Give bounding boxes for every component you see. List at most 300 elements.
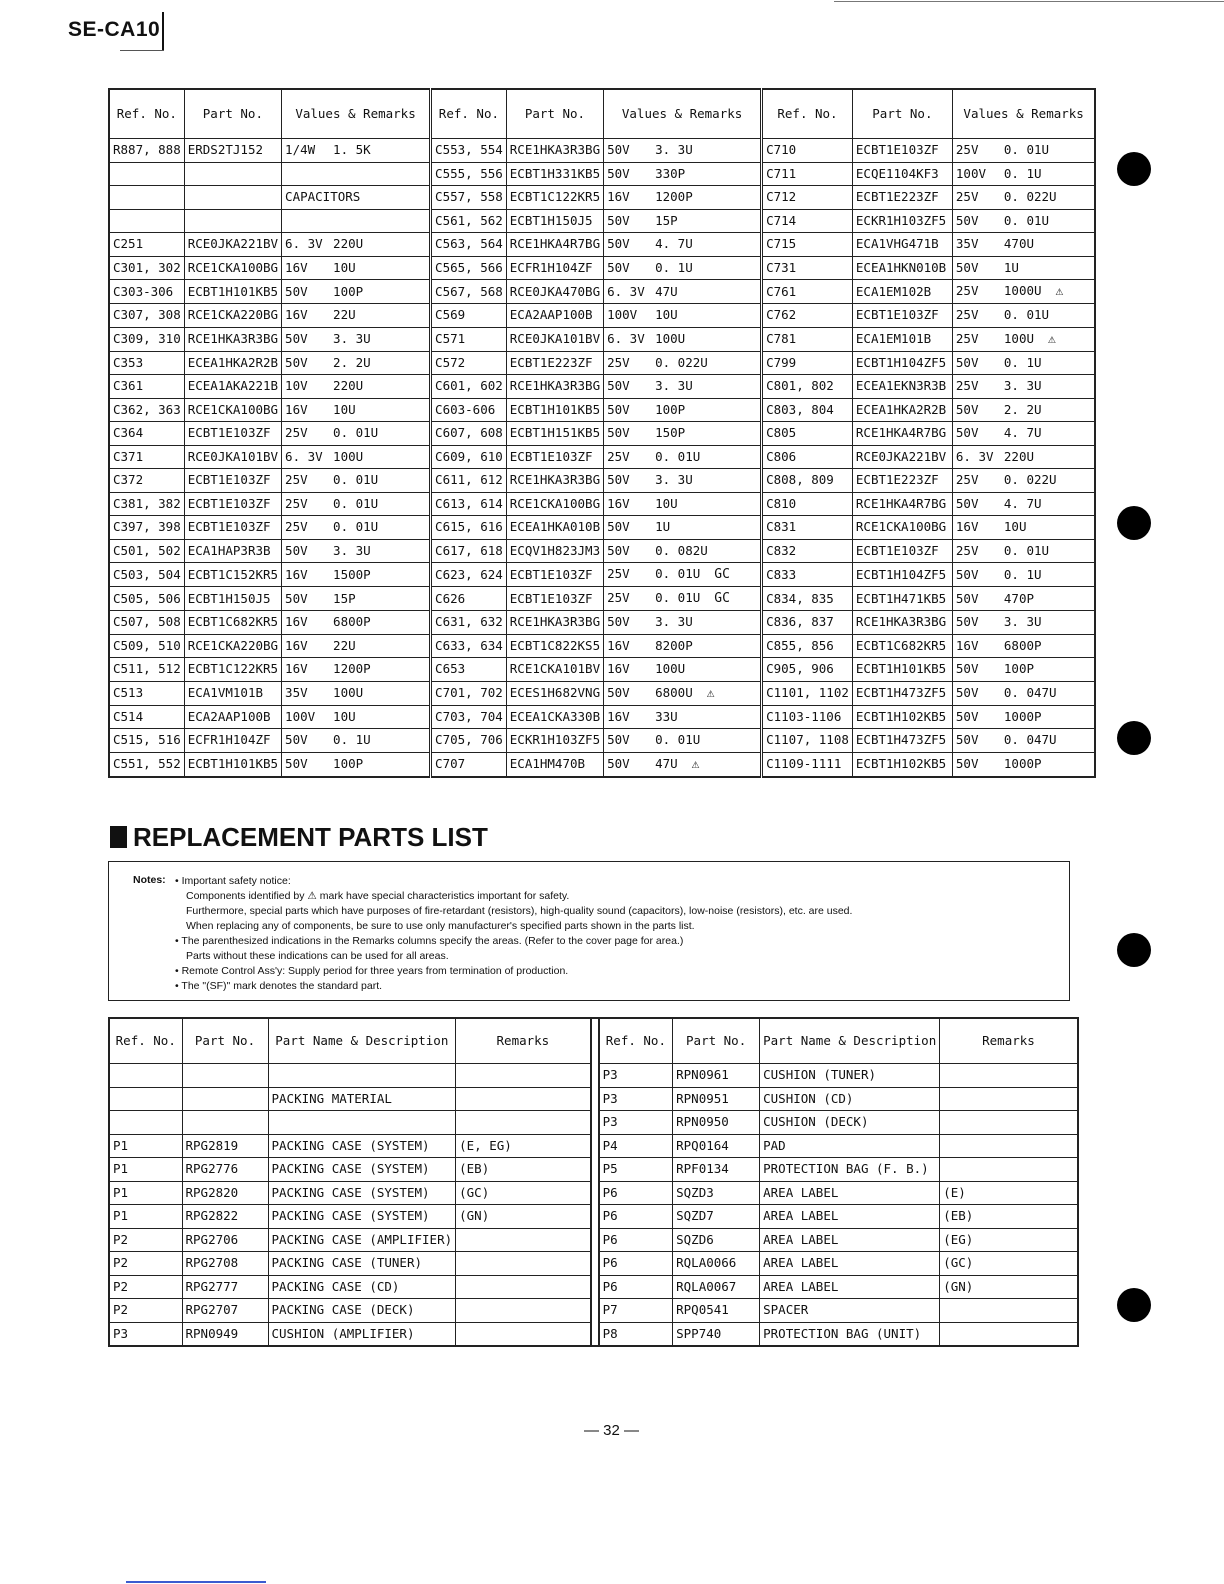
remarks-cell — [456, 1252, 591, 1276]
column-header: Part No. — [184, 89, 281, 139]
ref-no-cell: C551, 552 — [109, 752, 184, 777]
capacitance-value: 100U — [1003, 330, 1034, 346]
ref-no-cell: C601, 602 — [431, 375, 507, 399]
table-row — [109, 162, 1095, 186]
ref-no-cell: C309, 310 — [109, 327, 184, 351]
part-no-cell: ECBT1H104ZF5 — [852, 351, 952, 375]
remarks-cell: (GC) — [456, 1181, 591, 1205]
table-row — [109, 611, 1095, 635]
voltage-value: 25V — [607, 566, 630, 581]
capacitance-value: 0. 022U — [1003, 472, 1057, 488]
ref-no-cell: C801, 802 — [762, 375, 853, 399]
part-no-cell: ECBT1H101KB5 — [184, 752, 281, 777]
part-no-cell: RPG2777 — [182, 1275, 268, 1299]
part-no-cell: ECEA1AKA221B — [184, 375, 281, 399]
description-cell: AREA LABEL — [760, 1205, 940, 1229]
voltage-value: 16V — [285, 614, 308, 630]
voltage-value: 16V — [285, 401, 308, 417]
ref-no-cell: C353 — [109, 351, 184, 375]
voltage-value: 25V — [955, 189, 979, 205]
part-no-cell: ECQV1H823JM3 — [506, 539, 603, 563]
capacitance-value: 15P — [655, 212, 678, 228]
capacitance-value: 100U — [655, 661, 686, 677]
capacitance-value: 470U — [1003, 236, 1034, 252]
voltage-value: 50V — [607, 755, 630, 771]
table-row — [109, 634, 1095, 658]
table-gap — [591, 1158, 599, 1182]
voltage-value: 50V — [955, 614, 979, 630]
voltage-value: 50V — [955, 685, 979, 700]
safety-warning-icon: ⚠ — [706, 685, 715, 701]
voltage-value: 50V — [285, 590, 308, 606]
section-title-text: REPLACEMENT PARTS LIST — [133, 822, 488, 852]
part-no-cell: ECEA1HKA2R2B — [184, 351, 281, 375]
table-row — [109, 304, 1095, 328]
table-row — [109, 375, 1095, 399]
values-cell — [952, 162, 1095, 186]
table-row — [109, 705, 1095, 729]
values-cell — [282, 539, 431, 563]
capacitance-value: 1200P — [333, 661, 371, 677]
ref-no-cell — [109, 1064, 182, 1088]
description-cell: AREA LABEL — [760, 1275, 940, 1299]
voltage-value: 50V — [955, 708, 979, 724]
table-row — [109, 1111, 1078, 1135]
values-cell — [604, 587, 762, 611]
ref-no-cell: C832 — [762, 539, 853, 563]
ref-no-cell: C555, 556 — [431, 162, 507, 186]
description-cell: PACKING MATERIAL — [268, 1087, 456, 1111]
capacitance-value: 4. 7U — [1003, 425, 1042, 441]
values-cell — [604, 162, 762, 186]
part-no-cell: ECFR1H104ZF — [184, 729, 281, 753]
capacitance-value: 0. 01U — [1003, 142, 1050, 158]
ref-no-cell: C731 — [762, 256, 853, 280]
capacitance-value: 3. 3U — [655, 614, 693, 630]
values-cell — [282, 634, 431, 658]
capacitance-value: 0. 01U — [333, 495, 379, 511]
model-title: SE-CA10 — [68, 18, 161, 41]
ref-no-cell: C703, 704 — [431, 705, 507, 729]
part-no-cell: ECBT1C682KR5 — [852, 634, 952, 658]
values-cell — [604, 492, 762, 516]
capacitance-value: 33U — [655, 708, 678, 724]
ref-no-cell: C710 — [762, 139, 853, 163]
capacitance-value: 1500P — [333, 566, 371, 582]
ref-no-cell: C762 — [762, 304, 853, 328]
table-row — [109, 1134, 1078, 1158]
values-cell — [282, 351, 431, 375]
part-no-cell: RPN0949 — [182, 1322, 268, 1346]
ref-no-cell: C633, 634 — [431, 634, 507, 658]
remarks-cell: (EG) — [940, 1228, 1078, 1252]
values-cell — [282, 162, 431, 186]
values-cell — [282, 304, 431, 328]
capacitance-value: 4. 7U — [655, 236, 693, 252]
ref-no-cell: C806 — [762, 445, 853, 469]
ref-no-cell: C613, 614 — [431, 492, 507, 516]
header-divider — [162, 12, 164, 50]
voltage-value: 6. 3V — [955, 448, 994, 464]
ref-no-cell: P2 — [109, 1299, 182, 1323]
part-no-cell: RCE1CKA100BG — [184, 398, 281, 422]
description-cell — [268, 1111, 456, 1135]
remarks-cell: (E, EG) — [456, 1134, 591, 1158]
voltage-value: 50V — [955, 661, 979, 677]
capacitance-value: 1U — [655, 519, 671, 535]
ref-no-cell: P6 — [599, 1181, 673, 1205]
part-no-cell: RPG2819 — [182, 1134, 268, 1158]
ref-no-cell: R887, 888 — [109, 139, 184, 163]
table-gap — [591, 1205, 599, 1229]
values-cell — [952, 681, 1095, 705]
part-no-cell: RCE1HKA4R7BG — [852, 492, 952, 516]
part-no-cell: ECES1H682VNG — [506, 681, 603, 705]
column-header: Part Name & Description — [760, 1018, 940, 1064]
part-no-cell: RCE1HKA3R3BG — [506, 139, 603, 163]
description-cell: CUSHION (AMPLIFIER) — [268, 1322, 456, 1346]
capacitance-value: 2. 2U — [333, 354, 371, 370]
ref-no-cell — [109, 186, 184, 210]
part-no-cell: ECBT1H101KB5 — [506, 398, 603, 422]
capacitance-value: 0. 1U — [1003, 566, 1042, 582]
table-row — [109, 729, 1095, 753]
values-cell — [604, 705, 762, 729]
table-row — [109, 445, 1095, 469]
voltage-value: 25V — [607, 590, 630, 605]
voltage-value: 50V — [955, 425, 979, 441]
voltage-value: 50V — [607, 165, 630, 181]
part-no-cell: ECBT1H473ZF5 — [852, 729, 952, 753]
notes-label: Notes: — [133, 874, 166, 886]
values-cell — [604, 351, 762, 375]
column-header: Remarks — [456, 1018, 591, 1064]
voltage-value: 50V — [285, 354, 308, 370]
voltage-value: 50V — [607, 472, 630, 488]
ref-no-cell: C507, 508 — [109, 611, 184, 635]
part-no-cell: RPF0134 — [673, 1158, 760, 1182]
capacitance-value: 0. 01U — [333, 472, 379, 488]
capacitance-value: 1000P — [1003, 708, 1042, 724]
ref-no-cell: C509, 510 — [109, 634, 184, 658]
capacitance-value: 0. 047U — [1003, 732, 1057, 748]
ref-no-cell: C505, 506 — [109, 587, 184, 611]
ref-no-cell: C364 — [109, 422, 184, 446]
part-no-cell: ECBT1E103ZF — [184, 492, 281, 516]
part-no-cell: RCE1HKA4R7BG — [852, 422, 952, 446]
description-cell — [268, 1064, 456, 1088]
capacitance-value: 0. 01U — [1003, 307, 1050, 323]
capacitance-value: 10U — [655, 307, 678, 323]
capacitance-value: 100P — [1003, 661, 1034, 677]
ref-no-cell: C617, 618 — [431, 539, 507, 563]
part-no-cell: RCE1CKA220BG — [184, 634, 281, 658]
ref-no-cell: C653 — [431, 658, 507, 682]
voltage-value: 16V — [955, 519, 979, 535]
table-row — [109, 1181, 1078, 1205]
remarks-cell — [940, 1158, 1078, 1182]
note-line: • The "(SF)" mark denotes the standard part. — [175, 980, 383, 992]
ref-no-cell: C808, 809 — [762, 469, 853, 493]
values-cell — [282, 752, 431, 777]
part-no-cell: ECKR1H103ZF5 — [506, 729, 603, 753]
table-gap — [591, 1181, 599, 1205]
table-row — [109, 209, 1095, 233]
voltage-value: 16V — [285, 307, 308, 323]
capacitance-value: 220U — [333, 378, 364, 394]
values-cell — [604, 375, 762, 399]
values-cell — [952, 492, 1095, 516]
voltage-value: 35V — [285, 685, 308, 700]
part-no-cell: ECBT1E103ZF — [852, 139, 952, 163]
voltage-value: 50V — [285, 331, 308, 346]
voltage-value: 50V — [955, 259, 979, 275]
values-cell — [604, 422, 762, 446]
ref-no-cell: P5 — [599, 1158, 673, 1182]
part-no-cell: ECA1EM102B — [852, 280, 952, 304]
values-cell — [952, 658, 1095, 682]
table-gap — [591, 1018, 599, 1064]
ref-no-cell: C515, 516 — [109, 729, 184, 753]
header-underline — [120, 50, 164, 51]
part-no-cell: RCE1CKA100BG — [184, 256, 281, 280]
voltage-value: 25V — [285, 495, 308, 511]
part-no-cell: ECBT1E103ZF — [506, 445, 603, 469]
voltage-value: 25V — [285, 425, 308, 441]
voltage-value: 50V — [955, 354, 979, 370]
part-no-cell: ECBT1H102KB5 — [852, 705, 952, 729]
values-cell — [952, 422, 1095, 446]
remarks-cell: (E) — [940, 1181, 1078, 1205]
ref-no-cell: C561, 562 — [431, 209, 507, 233]
table-row — [109, 233, 1095, 257]
capacitance-value: 3. 3U — [1003, 614, 1042, 630]
values-cell — [604, 729, 762, 753]
capacitance-value: 0. 022U — [655, 354, 708, 370]
remarks-cell: (GC) — [940, 1252, 1078, 1276]
values-cell — [282, 327, 431, 351]
capacitance-value: 0. 01U — [655, 590, 701, 605]
voltage-value: 50V — [607, 732, 630, 748]
values-cell — [952, 587, 1095, 611]
part-no-cell: RCE1HKA4R7BG — [506, 233, 603, 257]
top-rule — [834, 1, 1224, 2]
remarks-cell: (EB) — [940, 1205, 1078, 1229]
ref-no-cell: C1103-1106 — [762, 705, 853, 729]
ref-no-cell: C631, 632 — [431, 611, 507, 635]
values-cell — [282, 563, 431, 587]
part-no-cell: ECEA1HKA2R2B — [852, 398, 952, 422]
part-no-cell: RCE1CKA100BG — [852, 516, 952, 540]
voltage-value: 16V — [955, 637, 979, 653]
part-no-cell: ERDS2TJ152 — [184, 139, 281, 163]
ref-no-cell: C701, 702 — [431, 681, 507, 705]
voltage-value: 50V — [607, 378, 630, 394]
part-no-cell: ECBT1E103ZF — [184, 516, 281, 540]
part-no-cell: SQZD7 — [673, 1205, 760, 1229]
column-header: Ref. No. — [762, 89, 853, 139]
table-gap — [591, 1064, 599, 1088]
voltage-value: 16V — [285, 566, 308, 582]
remarks-cell — [456, 1064, 591, 1088]
ref-no-cell: C603-606 — [431, 398, 507, 422]
values-cell — [604, 256, 762, 280]
part-no-cell: ECEA1HKA010B — [506, 516, 603, 540]
part-no-cell: RPG2820 — [182, 1181, 268, 1205]
part-no-cell: ECBT1H151KB5 — [506, 422, 603, 446]
ref-no-cell: C615, 616 — [431, 516, 507, 540]
table-row — [109, 1275, 1078, 1299]
voltage-value: 6. 3V — [607, 283, 645, 299]
column-header: Values & Remarks — [282, 89, 431, 139]
part-no-cell: RCE1CKA100BG — [506, 492, 603, 516]
description-cell: CUSHION (DECK) — [760, 1111, 940, 1135]
capacitance-value: 0. 01U — [1003, 542, 1050, 558]
part-no-cell: ECBT1C682KR5 — [184, 611, 281, 635]
ref-no-cell: P6 — [599, 1252, 673, 1276]
capacitance-value: 15P — [333, 590, 356, 606]
values-cell — [952, 634, 1095, 658]
values-cell — [952, 469, 1095, 493]
page-number: — 32 — — [584, 1422, 640, 1439]
ref-no-cell: C572 — [431, 351, 507, 375]
values-cell — [952, 705, 1095, 729]
part-no-cell: RPN0951 — [673, 1087, 760, 1111]
values-cell — [604, 563, 762, 587]
values-cell — [282, 729, 431, 753]
table-row — [109, 587, 1095, 611]
part-no-cell: ECEA1HKN010B — [852, 256, 952, 280]
part-no-cell: ECBT1E103ZF — [506, 587, 603, 611]
values-cell — [604, 658, 762, 682]
voltage-value: 25V — [955, 472, 979, 488]
capacitance-value: 100U — [655, 331, 686, 346]
capacitance-value: 10U — [333, 708, 356, 724]
voltage-value: 50V — [607, 519, 630, 535]
part-no-cell — [182, 1064, 268, 1088]
table-row — [109, 1322, 1078, 1346]
ref-no-cell: C836, 837 — [762, 611, 853, 635]
notes-box — [108, 861, 1070, 1001]
part-no-cell — [182, 1111, 268, 1135]
table-row — [109, 539, 1095, 563]
capacitance-value: 47U — [655, 283, 678, 299]
capacitor-parts-table — [108, 88, 1096, 778]
column-header: Part Name & Description — [268, 1018, 456, 1064]
ref-no-cell: C799 — [762, 351, 853, 375]
description-cell: PAD — [760, 1134, 940, 1158]
table-row — [109, 1252, 1078, 1276]
table-gap — [591, 1252, 599, 1276]
values-cell — [604, 752, 762, 777]
ref-no-cell: C1101, 1102 — [762, 681, 853, 705]
description-cell: PACKING CASE (SYSTEM) — [268, 1181, 456, 1205]
values-cell — [952, 304, 1095, 328]
part-no-cell — [184, 162, 281, 186]
ref-no-cell: P6 — [599, 1275, 673, 1299]
part-no-cell: RPQ0541 — [673, 1299, 760, 1323]
voltage-value: 25V — [285, 519, 308, 535]
part-no-cell: ECBT1E103ZF — [184, 422, 281, 446]
voltage-value: 25V — [955, 330, 979, 346]
voltage-value: 25V — [955, 378, 979, 394]
capacitance-value: 470P — [1003, 590, 1034, 606]
values-cell — [952, 539, 1095, 563]
table-row — [109, 1064, 1078, 1088]
voltage-value: 100V — [285, 708, 316, 724]
part-no-cell: ECBT1H331KB5 — [506, 162, 603, 186]
values-cell — [604, 398, 762, 422]
voltage-value: 50V — [607, 236, 630, 252]
capacitance-value: 0. 047U — [1003, 685, 1057, 700]
ref-no-cell: C251 — [109, 233, 184, 257]
table-row — [109, 398, 1095, 422]
capacitance-value: 3. 3U — [655, 142, 693, 158]
column-header: Remarks — [940, 1018, 1078, 1064]
values-cell — [604, 280, 762, 304]
part-no-cell: ECFR1H104ZF — [506, 256, 603, 280]
voltage-value: 50V — [607, 142, 630, 158]
ref-no-cell — [109, 1087, 182, 1111]
voltage-value: 50V — [285, 283, 308, 299]
values-cell — [604, 611, 762, 635]
ref-no-cell: C810 — [762, 492, 853, 516]
ref-no-cell: C303-306 — [109, 280, 184, 304]
voltage-value: 100V — [607, 307, 638, 323]
values-cell — [282, 398, 431, 422]
ref-no-cell: C714 — [762, 209, 853, 233]
ref-no-cell: P3 — [599, 1087, 673, 1111]
ref-no-cell: C513 — [109, 681, 184, 705]
part-no-cell: ECBT1H473ZF5 — [852, 681, 952, 705]
values-cell — [604, 516, 762, 540]
capacitance-value: 6800P — [333, 614, 371, 630]
capacitance-value: 0. 01U — [1003, 212, 1050, 228]
voltage-value: 50V — [607, 401, 630, 417]
ref-no-cell: P7 — [599, 1299, 673, 1323]
values-cell — [282, 209, 431, 233]
ref-no-cell: C397, 398 — [109, 516, 184, 540]
values-cell — [952, 233, 1095, 257]
capacitance-value: 0. 082U — [655, 542, 708, 558]
values-cell — [604, 539, 762, 563]
part-no-cell — [182, 1087, 268, 1111]
part-no-cell: RCE1HKA3R3BG — [506, 375, 603, 399]
voltage-value: 50V — [955, 212, 979, 228]
description-cell: PACKING CASE (SYSTEM) — [268, 1205, 456, 1229]
capacitance-value: 220U — [333, 236, 364, 252]
table-row — [109, 139, 1095, 163]
capacitance-value: 0. 01U — [333, 519, 379, 535]
ref-no-cell: C905, 906 — [762, 658, 853, 682]
remarks-cell — [940, 1064, 1078, 1088]
part-no-cell: ECBT1H471KB5 — [852, 587, 952, 611]
ref-no-cell: C501, 502 — [109, 539, 184, 563]
remarks-cell — [456, 1275, 591, 1299]
ref-no-cell: C623, 624 — [431, 563, 507, 587]
ref-no-cell: C707 — [431, 752, 507, 777]
ref-no-cell — [109, 209, 184, 233]
part-no-cell: RCE0JKA101BV — [506, 327, 603, 351]
part-no-cell: RPN0961 — [673, 1064, 760, 1088]
part-no-cell: ECEA1CKA330B — [506, 705, 603, 729]
safety-warning-icon: ⚠ — [691, 756, 700, 772]
values-cell — [952, 398, 1095, 422]
capacitance-value: 0. 01U — [655, 448, 701, 464]
remarks-cell — [940, 1134, 1078, 1158]
part-no-cell: RCE1HKA3R3BG — [506, 469, 603, 493]
column-header: Part No. — [673, 1018, 760, 1064]
